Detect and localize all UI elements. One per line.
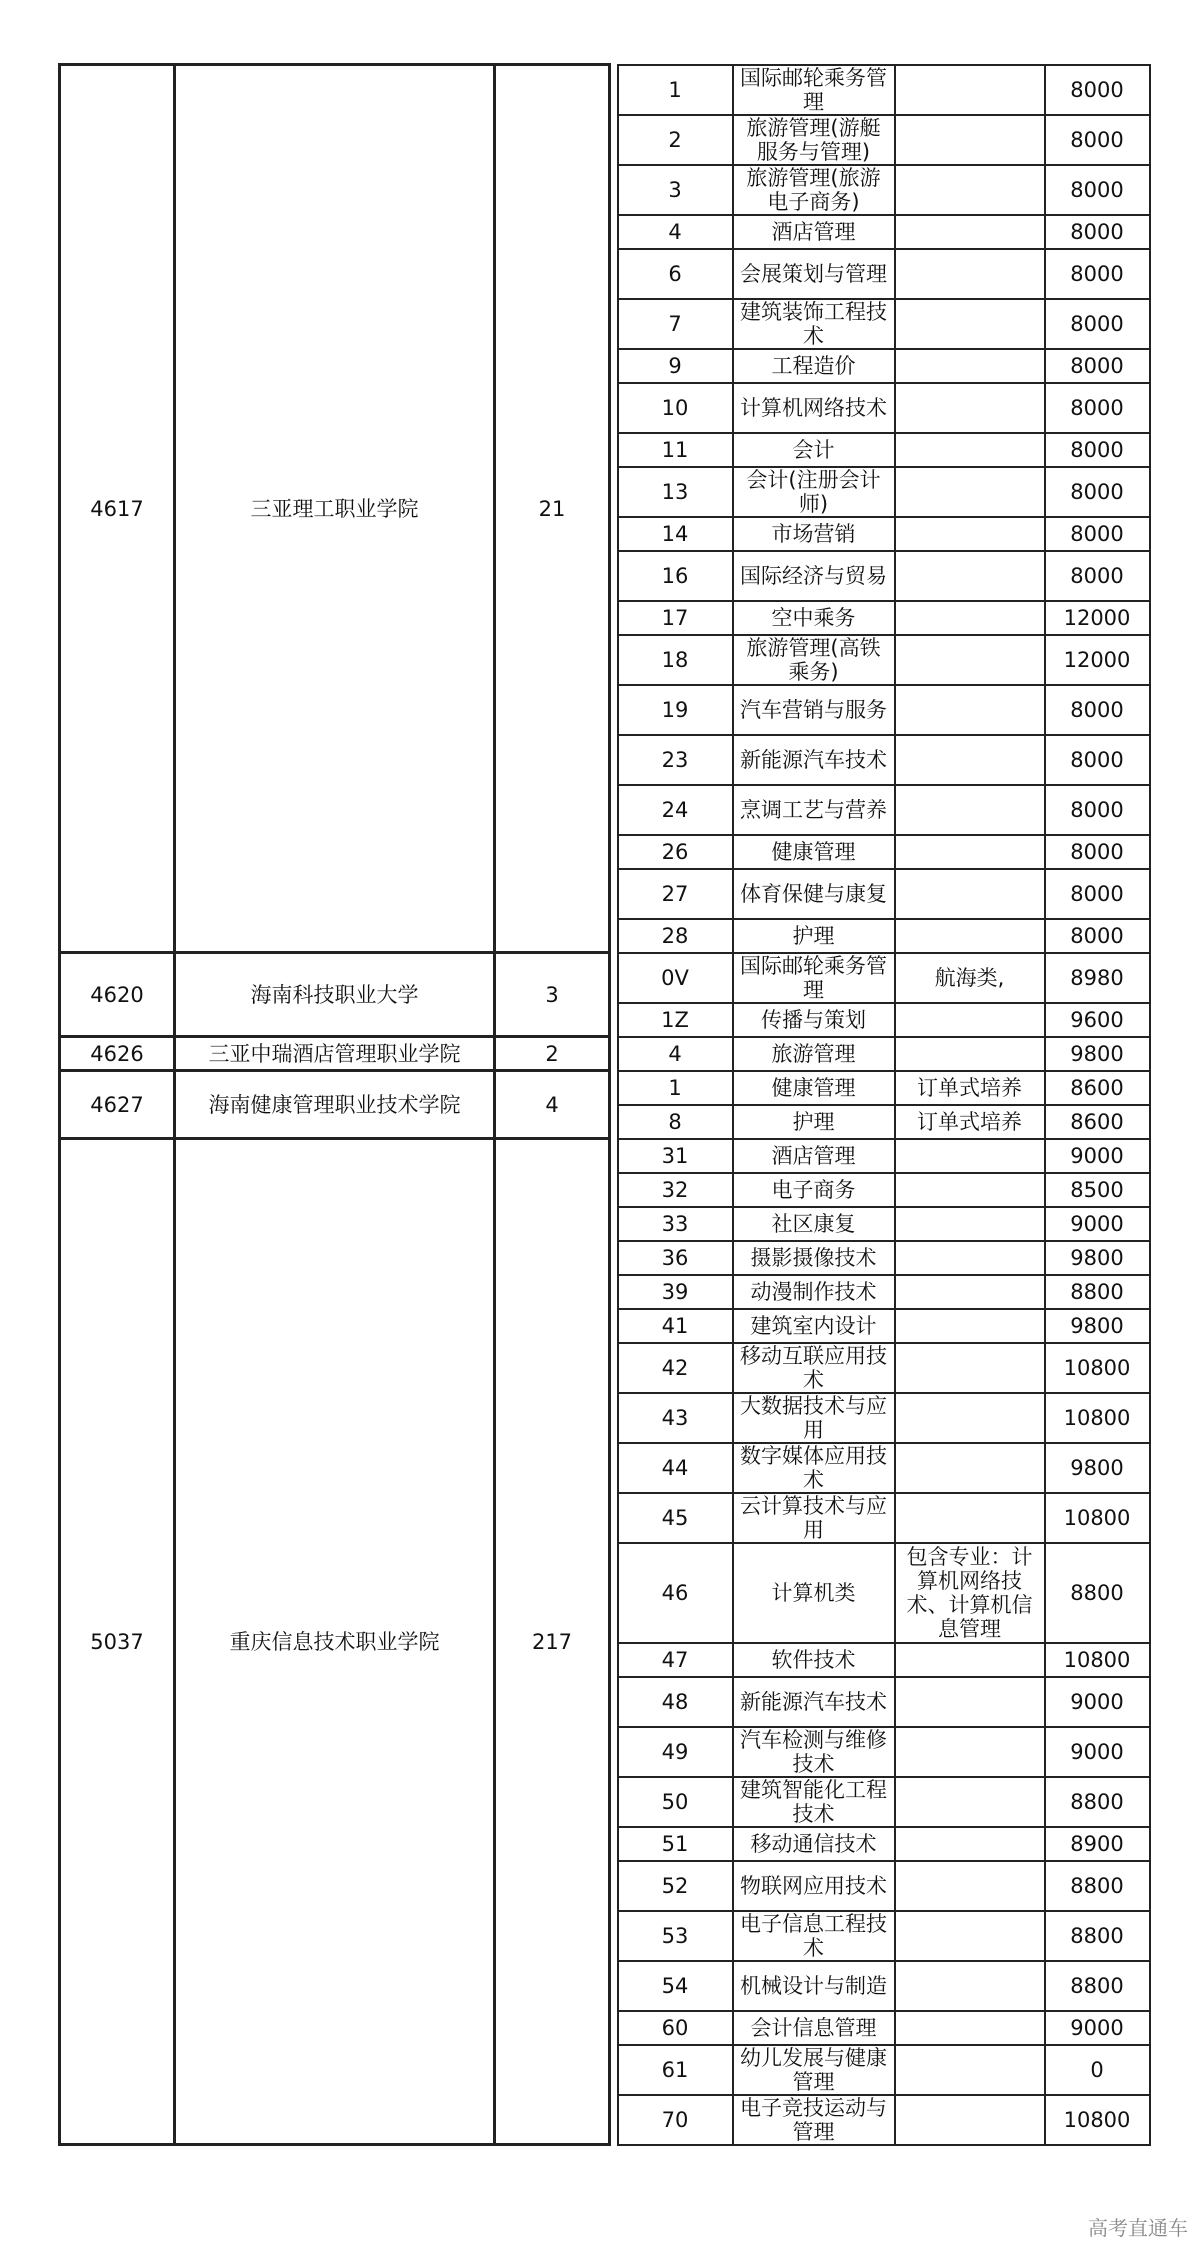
plan-count: 4	[495, 1071, 610, 1139]
table-row	[60, 1071, 1150, 1105]
major-name: 旅游管理(高铁乘务)	[733, 635, 895, 685]
tuition-fee: 12000	[1045, 635, 1150, 685]
tuition-fee: 8000	[1045, 467, 1150, 517]
major-number: 2	[618, 115, 733, 165]
major-note	[895, 299, 1045, 349]
major-number: 70	[618, 2095, 733, 2145]
major-note	[895, 1911, 1045, 1961]
major-name: 数字媒体应用技术	[733, 1443, 895, 1493]
major-note	[895, 1241, 1045, 1275]
major-name: 汽车检测与维修技术	[733, 1727, 895, 1777]
major-number: 48	[618, 1677, 733, 1727]
major-name: 国际经济与贸易	[733, 551, 895, 601]
major-note	[895, 2011, 1045, 2045]
major-note	[895, 2095, 1045, 2145]
major-name: 建筑室内设计	[733, 1309, 895, 1343]
table-row	[60, 953, 1150, 1003]
major-name: 移动通信技术	[733, 1827, 895, 1861]
major-number: 8	[618, 1105, 733, 1139]
tuition-fee: 8000	[1045, 835, 1150, 869]
major-note	[895, 1777, 1045, 1827]
major-note: 订单式培养	[895, 1071, 1045, 1105]
tuition-fee: 8600	[1045, 1071, 1150, 1105]
tuition-fee: 9800	[1045, 1309, 1150, 1343]
tuition-fee: 10800	[1045, 1493, 1150, 1543]
major-note	[895, 1207, 1045, 1241]
major-name: 会计	[733, 433, 895, 467]
major-note	[895, 249, 1045, 299]
tuition-fee: 8900	[1045, 1827, 1150, 1861]
major-note	[895, 517, 1045, 551]
major-note	[895, 1343, 1045, 1393]
tuition-fee: 8800	[1045, 1275, 1150, 1309]
major-name: 电子商务	[733, 1173, 895, 1207]
school-name: 三亚理工职业学院	[175, 65, 495, 953]
tuition-fee: 10800	[1045, 1643, 1150, 1677]
major-number: 3	[618, 165, 733, 215]
major-note	[895, 1861, 1045, 1911]
major-name: 云计算技术与应用	[733, 1493, 895, 1543]
major-name: 旅游管理	[733, 1037, 895, 1071]
major-name: 社区康复	[733, 1207, 895, 1241]
tuition-fee: 9600	[1045, 1003, 1150, 1037]
major-note	[895, 1393, 1045, 1443]
tuition-fee: 8800	[1045, 1861, 1150, 1911]
plan-count: 21	[495, 65, 610, 953]
major-note	[895, 1643, 1045, 1677]
tuition-fee: 8800	[1045, 1543, 1150, 1643]
major-name: 酒店管理	[733, 1139, 895, 1173]
major-name: 国际邮轮乘务管理	[733, 953, 895, 1003]
major-number: 0V	[618, 953, 733, 1003]
major-note	[895, 735, 1045, 785]
tuition-fee: 8000	[1045, 685, 1150, 735]
tuition-fee: 8000	[1045, 517, 1150, 551]
major-note	[895, 165, 1045, 215]
tuition-fee: 8980	[1045, 953, 1150, 1003]
major-name: 计算机网络技术	[733, 383, 895, 433]
major-number: 41	[618, 1309, 733, 1343]
major-note: 订单式培养	[895, 1105, 1045, 1139]
major-note	[895, 1309, 1045, 1343]
plan-count: 3	[495, 953, 610, 1037]
major-name: 计算机类	[733, 1543, 895, 1643]
major-number: 51	[618, 1827, 733, 1861]
major-number: 1Z	[618, 1003, 733, 1037]
major-note	[895, 1727, 1045, 1777]
column-gap	[610, 65, 618, 953]
major-note	[895, 601, 1045, 635]
column-gap	[610, 953, 618, 1037]
major-number: 61	[618, 2045, 733, 2095]
plan-count: 2	[495, 1037, 610, 1071]
tuition-fee: 8800	[1045, 1777, 1150, 1827]
column-gap	[610, 1071, 618, 1139]
major-name: 建筑装饰工程技术	[733, 299, 895, 349]
school-name: 海南科技职业大学	[175, 953, 495, 1037]
tuition-fee: 8500	[1045, 1173, 1150, 1207]
major-number: 47	[618, 1643, 733, 1677]
major-note	[895, 1003, 1045, 1037]
major-number: 32	[618, 1173, 733, 1207]
major-name: 市场营销	[733, 517, 895, 551]
school-code: 4627	[60, 1071, 175, 1139]
major-name: 物联网应用技术	[733, 1861, 895, 1911]
major-name: 烹调工艺与营养	[733, 785, 895, 835]
major-name: 酒店管理	[733, 215, 895, 249]
major-note	[895, 1275, 1045, 1309]
major-name: 健康管理	[733, 1071, 895, 1105]
tuition-fee: 8000	[1045, 115, 1150, 165]
major-name: 健康管理	[733, 835, 895, 869]
major-note	[895, 383, 1045, 433]
tuition-fee: 0	[1045, 2045, 1150, 2095]
column-gap	[610, 1037, 618, 1071]
major-number: 36	[618, 1241, 733, 1275]
major-name: 护理	[733, 1105, 895, 1139]
major-name: 会展策划与管理	[733, 249, 895, 299]
major-name: 建筑智能化工程技术	[733, 1777, 895, 1827]
tuition-fee: 9000	[1045, 2011, 1150, 2045]
school-code: 4620	[60, 953, 175, 1037]
school-code: 5037	[60, 1139, 175, 2145]
major-note	[895, 1493, 1045, 1543]
major-number: 54	[618, 1961, 733, 2011]
tuition-fee: 8000	[1045, 349, 1150, 383]
major-number: 60	[618, 2011, 733, 2045]
major-number: 23	[618, 735, 733, 785]
major-name: 会计信息管理	[733, 2011, 895, 2045]
major-number: 13	[618, 467, 733, 517]
tuition-fee: 9800	[1045, 1241, 1150, 1275]
major-name: 护理	[733, 919, 895, 953]
tuition-fee: 8000	[1045, 165, 1150, 215]
major-note	[895, 467, 1045, 517]
major-number: 17	[618, 601, 733, 635]
major-number: 45	[618, 1493, 733, 1543]
major-number: 52	[618, 1861, 733, 1911]
tuition-fee: 8000	[1045, 919, 1150, 953]
major-note: 航海类,	[895, 953, 1045, 1003]
tuition-fee: 9000	[1045, 1677, 1150, 1727]
major-name: 旅游管理(旅游电子商务)	[733, 165, 895, 215]
major-note	[895, 349, 1045, 383]
tuition-fee: 10800	[1045, 1393, 1150, 1443]
major-number: 14	[618, 517, 733, 551]
major-note	[895, 65, 1045, 115]
major-name: 会计(注册会计师)	[733, 467, 895, 517]
tuition-fee: 8000	[1045, 299, 1150, 349]
major-number: 16	[618, 551, 733, 601]
major-note	[895, 685, 1045, 735]
major-name: 旅游管理(游艇服务与管理)	[733, 115, 895, 165]
tuition-fee: 8000	[1045, 383, 1150, 433]
major-name: 幼儿发展与健康管理	[733, 2045, 895, 2095]
tuition-fee: 9000	[1045, 1727, 1150, 1777]
major-number: 1	[618, 1071, 733, 1105]
major-number: 4	[618, 1037, 733, 1071]
major-number: 28	[618, 919, 733, 953]
tuition-fee: 8000	[1045, 433, 1150, 467]
tuition-fee: 9000	[1045, 1139, 1150, 1173]
major-note	[895, 1037, 1045, 1071]
major-number: 27	[618, 869, 733, 919]
tuition-fee: 8600	[1045, 1105, 1150, 1139]
major-number: 9	[618, 349, 733, 383]
school-name: 三亚中瑞酒店管理职业学院	[175, 1037, 495, 1071]
major-name: 动漫制作技术	[733, 1275, 895, 1309]
tuition-fee: 8000	[1045, 735, 1150, 785]
tuition-fee: 8000	[1045, 785, 1150, 835]
tuition-fee: 8000	[1045, 249, 1150, 299]
major-number: 31	[618, 1139, 733, 1173]
watermark-text: 高考直通车	[1088, 2216, 1188, 2240]
school-name: 海南健康管理职业技术学院	[175, 1071, 495, 1139]
table-row	[60, 1139, 1150, 1173]
major-note	[895, 1961, 1045, 2011]
major-note: 包含专业：计算机网络技术、计算机信息管理	[895, 1543, 1045, 1643]
major-number: 7	[618, 299, 733, 349]
major-number: 33	[618, 1207, 733, 1241]
major-number: 44	[618, 1443, 733, 1493]
major-note	[895, 1173, 1045, 1207]
tuition-fee: 12000	[1045, 601, 1150, 635]
major-name: 移动互联应用技术	[733, 1343, 895, 1393]
major-note	[895, 1677, 1045, 1727]
major-name: 汽车营销与服务	[733, 685, 895, 735]
admissions-table	[58, 63, 1151, 2146]
tuition-fee: 10800	[1045, 2095, 1150, 2145]
major-name: 传播与策划	[733, 1003, 895, 1037]
major-name: 国际邮轮乘务管理	[733, 65, 895, 115]
major-note	[895, 551, 1045, 601]
major-number: 18	[618, 635, 733, 685]
major-note	[895, 1139, 1045, 1173]
major-name: 工程造价	[733, 349, 895, 383]
major-note	[895, 115, 1045, 165]
major-name: 新能源汽车技术	[733, 735, 895, 785]
tuition-fee: 8000	[1045, 869, 1150, 919]
tuition-fee: 8000	[1045, 215, 1150, 249]
school-code: 4617	[60, 65, 175, 953]
major-name: 体育保健与康复	[733, 869, 895, 919]
major-number: 42	[618, 1343, 733, 1393]
table-row	[60, 1037, 1150, 1071]
major-name: 电子竞技运动与管理	[733, 2095, 895, 2145]
major-note	[895, 1827, 1045, 1861]
tuition-fee: 8800	[1045, 1911, 1150, 1961]
major-number: 24	[618, 785, 733, 835]
major-number: 49	[618, 1727, 733, 1777]
major-number: 6	[618, 249, 733, 299]
major-name: 电子信息工程技术	[733, 1911, 895, 1961]
tuition-fee: 8800	[1045, 1961, 1150, 2011]
major-number: 19	[618, 685, 733, 735]
table-row	[60, 65, 1150, 115]
major-number: 46	[618, 1543, 733, 1643]
major-note	[895, 869, 1045, 919]
school-name: 重庆信息技术职业学院	[175, 1139, 495, 2145]
column-gap	[610, 1139, 618, 2145]
major-note	[895, 1443, 1045, 1493]
tuition-fee: 8000	[1045, 65, 1150, 115]
major-number: 43	[618, 1393, 733, 1443]
major-note	[895, 433, 1045, 467]
major-note	[895, 635, 1045, 685]
tuition-fee: 8000	[1045, 551, 1150, 601]
major-name: 大数据技术与应用	[733, 1393, 895, 1443]
major-number: 1	[618, 65, 733, 115]
major-note	[895, 785, 1045, 835]
major-number: 53	[618, 1911, 733, 1961]
major-number: 39	[618, 1275, 733, 1309]
major-name: 新能源汽车技术	[733, 1677, 895, 1727]
major-name: 机械设计与制造	[733, 1961, 895, 2011]
major-note	[895, 2045, 1045, 2095]
major-name: 空中乘务	[733, 601, 895, 635]
plan-count: 217	[495, 1139, 610, 2145]
tuition-fee: 10800	[1045, 1343, 1150, 1393]
major-number: 4	[618, 215, 733, 249]
major-number: 26	[618, 835, 733, 869]
major-number: 50	[618, 1777, 733, 1827]
tuition-fee: 9800	[1045, 1037, 1150, 1071]
major-number: 10	[618, 383, 733, 433]
tuition-fee: 9800	[1045, 1443, 1150, 1493]
major-name: 软件技术	[733, 1643, 895, 1677]
tuition-fee: 9000	[1045, 1207, 1150, 1241]
major-note	[895, 835, 1045, 869]
major-note	[895, 215, 1045, 249]
school-code: 4626	[60, 1037, 175, 1071]
major-note	[895, 919, 1045, 953]
major-number: 11	[618, 433, 733, 467]
major-name: 摄影摄像技术	[733, 1241, 895, 1275]
